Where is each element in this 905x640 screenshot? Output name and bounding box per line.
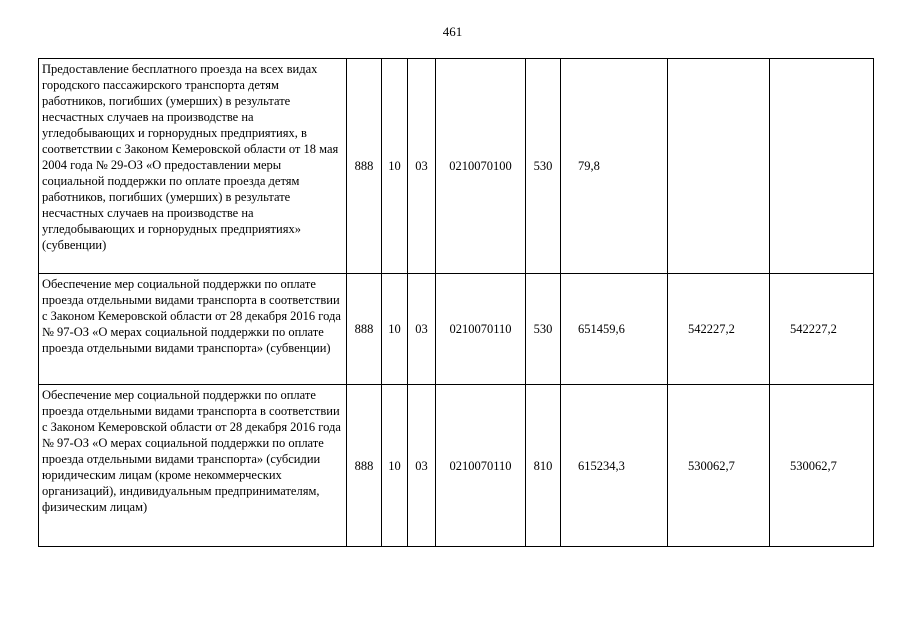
section-code: 10: [382, 59, 408, 274]
target-article-code: 0210070100: [436, 59, 526, 274]
budget-table: [38, 58, 874, 547]
subsection-code: 03: [408, 59, 436, 274]
sum-year-2: [668, 59, 770, 274]
ministry-code: 888: [347, 59, 382, 274]
page-number: 461: [442, 24, 463, 39]
sum-year-2: 542227,2: [668, 274, 770, 385]
section-code: 10: [382, 274, 408, 385]
table-row: [39, 274, 874, 385]
section-code: 10: [382, 385, 408, 547]
expense-type-code: 530: [526, 59, 561, 274]
row-name: Обеспечение мер социальной поддержки по оплате проезда отдельными видами транспорта в соответствии с Законом Кемеровской области от 28 декабря 2016 года № 97-ОЗ «О мерах социальной поддержки по оплате проезда отдельными видами транспорта» (субвенции): [39, 274, 347, 385]
ministry-code: 888: [347, 274, 382, 385]
target-article-code: 0210070110: [436, 274, 526, 385]
sum-year-3: 530062,7: [770, 385, 874, 547]
target-article-code: 0210070110: [436, 385, 526, 547]
row-name: Обеспечение мер социальной поддержки по оплате проезда отдельными видами транспорта в соответствии с Законом Кемеровской области от 28 декабря 2016 года № 97-ОЗ «О мерах социальной поддержки по оплате проезда отдельными видами транспорта» (субсидии юридическим лицам (кроме некоммерческих организаций), индивидуальным предпринимателям, физическим лицам): [39, 385, 347, 547]
sum-year-1: 615234,3: [561, 385, 668, 547]
table-row: [39, 385, 874, 547]
sum-year-3: 542227,2: [770, 274, 874, 385]
expense-type-code: 530: [526, 274, 561, 385]
ministry-code: 888: [347, 385, 382, 547]
row-name: Предоставление бесплатного проезда на всех видах городского пассажирского транспорта детям работников, погибших (умерших) в результате несчастных случаев на производстве на угледобывающих и горнорудных предприятиях, в соответствии с Законом Кемеровской области от 18 мая 2004 года № 29-ОЗ «О предоставлении меры социальной поддержки по оплате проезда детям работников, погибших (умерших) в результате несчастных случаев на производстве на угледобывающих и горнорудных предприятиях» (субвенции): [39, 59, 347, 274]
sum-year-2: 530062,7: [668, 385, 770, 547]
subsection-code: 03: [408, 385, 436, 547]
subsection-code: 03: [408, 274, 436, 385]
sum-year-1: 79,8: [561, 59, 668, 274]
sum-year-1: 651459,6: [561, 274, 668, 385]
table-row: [39, 59, 874, 274]
expense-type-code: 810: [526, 385, 561, 547]
sum-year-3: [770, 59, 874, 274]
